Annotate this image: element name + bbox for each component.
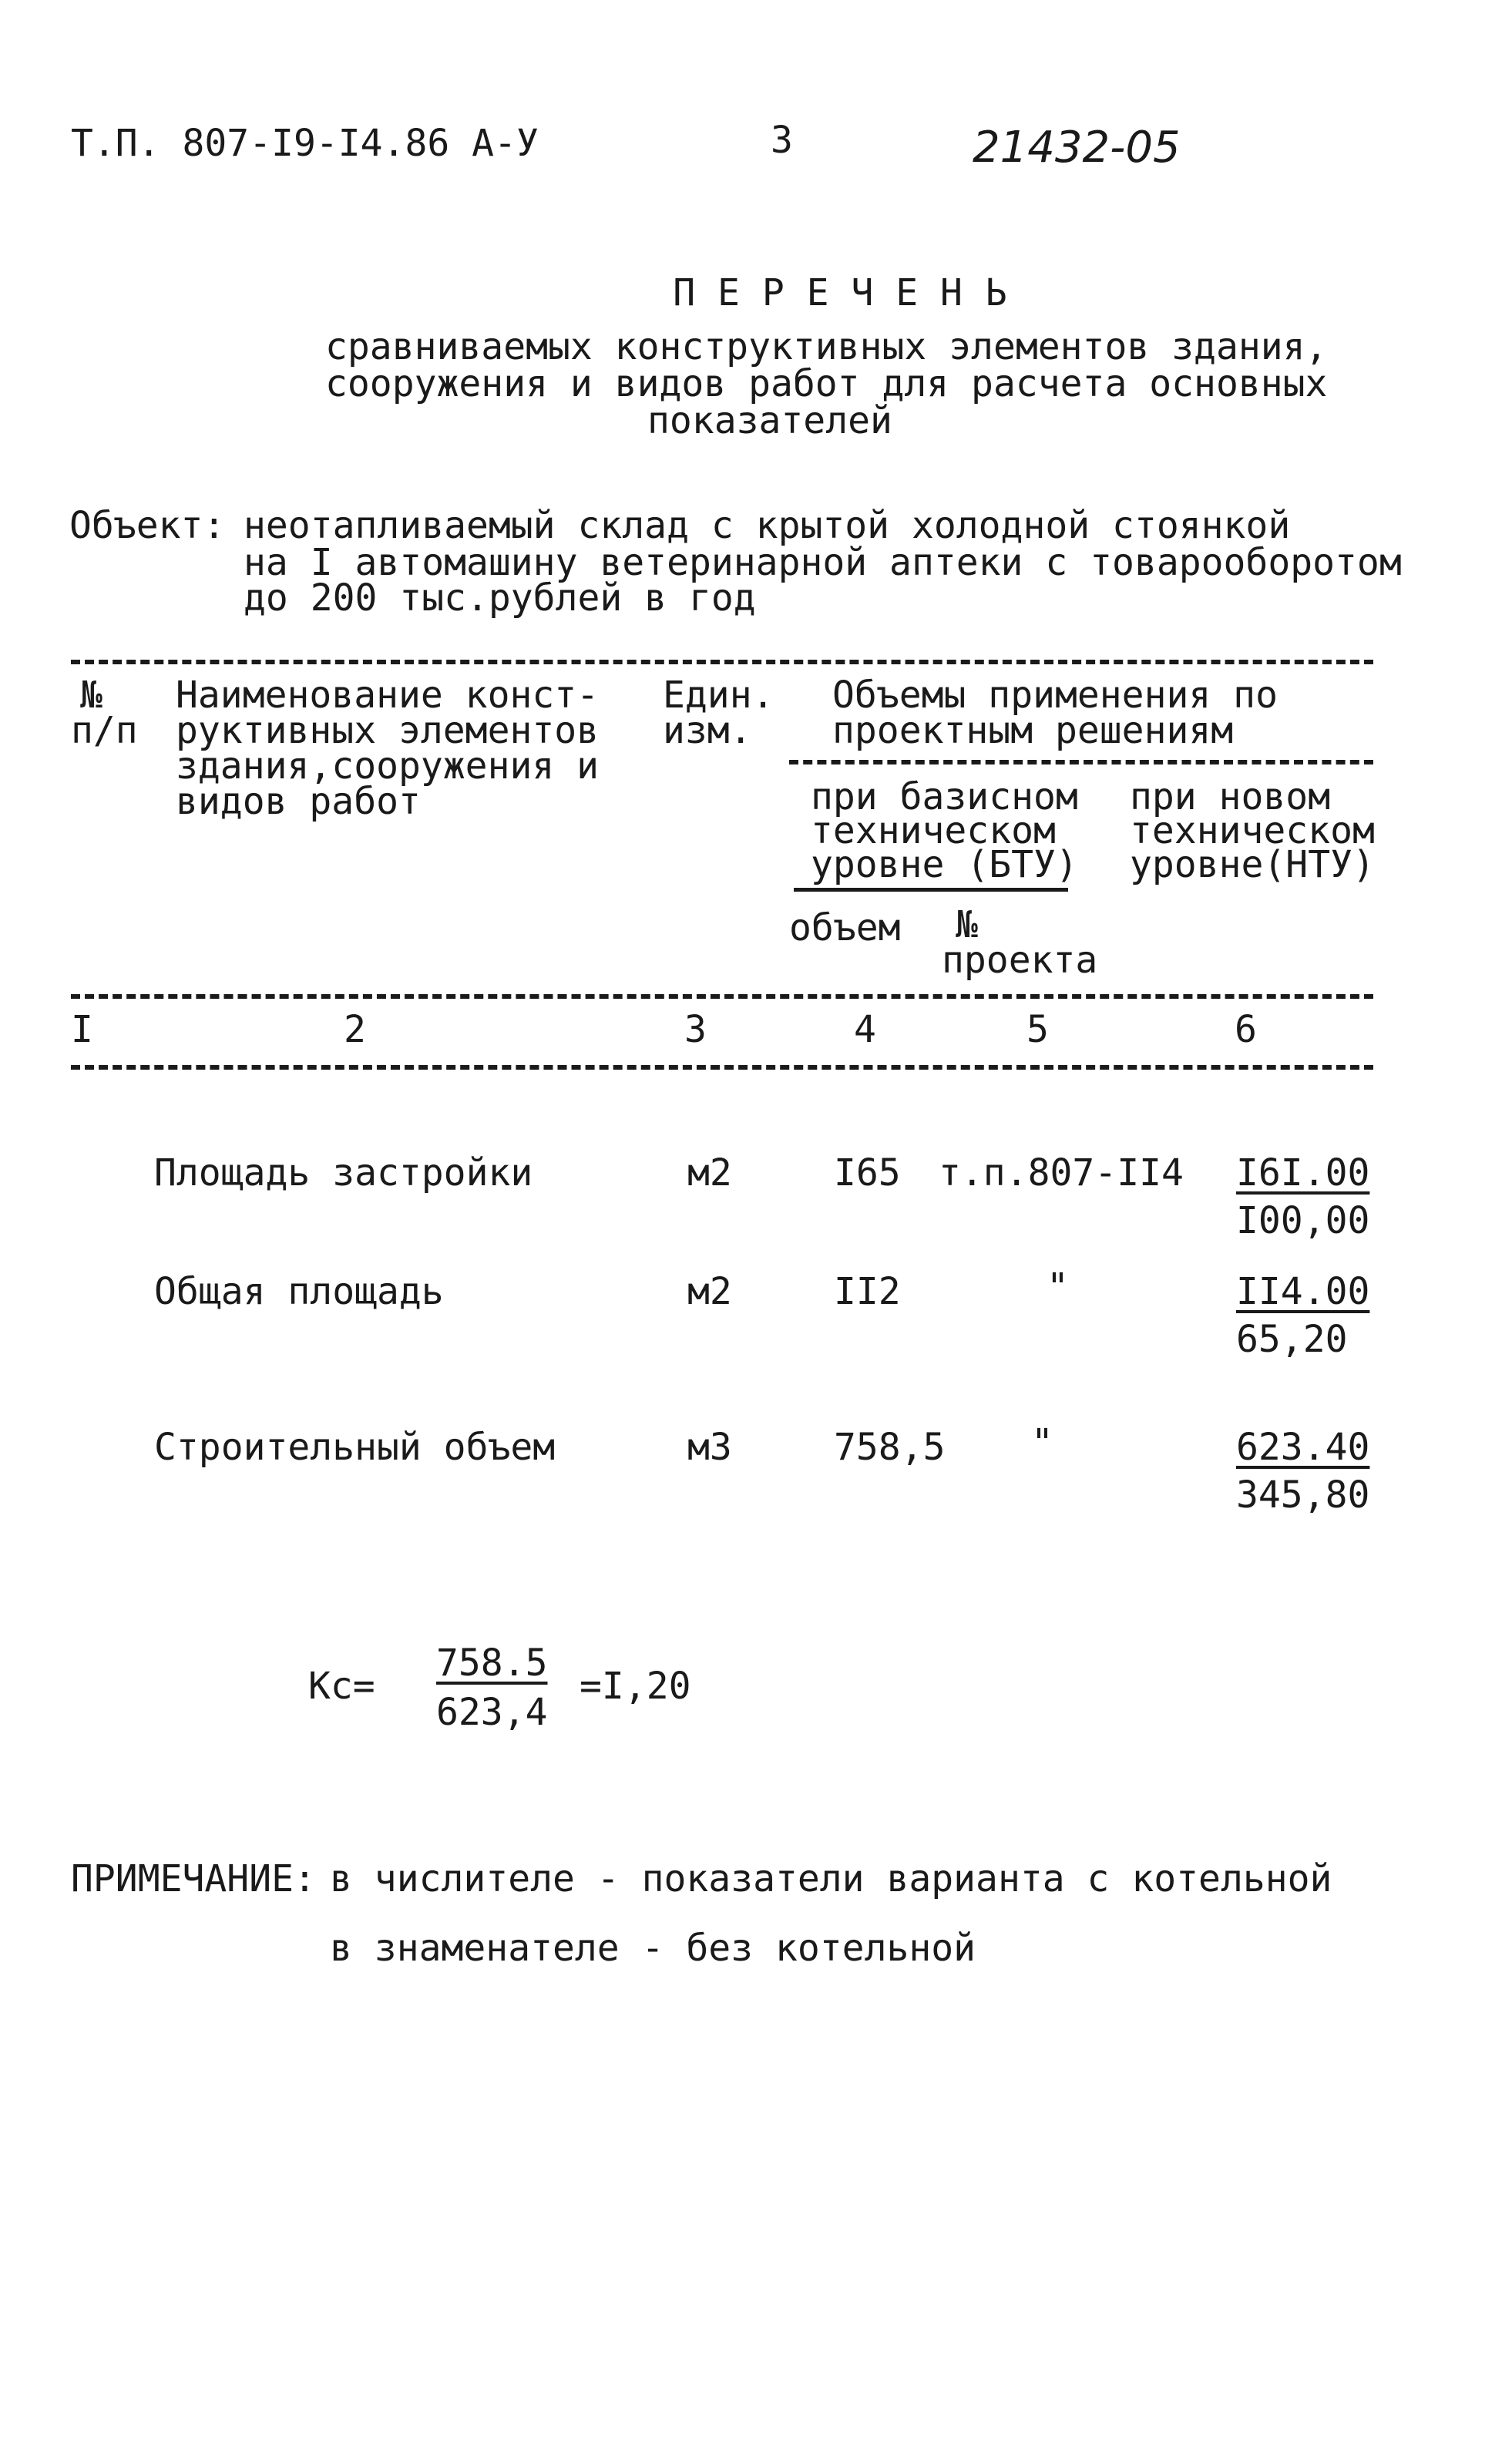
row-3-volume: 758,5 (834, 1426, 946, 1469)
header-btu-3: уровне (БТУ) (811, 843, 1078, 886)
formula-label: Кс= (308, 1665, 375, 1708)
volumes-divider (789, 760, 1373, 764)
row-3-name: Строительный объем (154, 1426, 556, 1469)
row-1-ntu-numerator: I6I.00 (1236, 1151, 1370, 1195)
header-project-1: № (956, 903, 978, 946)
title-line-1: сравниваемых конструктивных элементов здания, (325, 325, 1328, 368)
document-title: П Е Р Е Ч Е Н Ь (673, 271, 1007, 314)
note-line-1: в числителе - показатели варианта с котельной (330, 1857, 1332, 1900)
row-3-project: " (1031, 1421, 1053, 1464)
row-1-volume: I65 (834, 1151, 901, 1195)
column-number-4: 4 (854, 1008, 876, 1051)
column-number-5: 5 (1026, 1008, 1049, 1051)
row-2-ntu-denominator: 65,20 (1236, 1318, 1348, 1361)
note-label: ПРИМЕЧАНИЕ: (71, 1857, 316, 1900)
object-line-3: до 200 тыс.рублей в год (244, 576, 756, 620)
header-name-1: Наименование конст- (176, 674, 600, 717)
column-number-3: 3 (684, 1008, 707, 1051)
header-ntu-3: уровне(НТУ) (1130, 843, 1375, 886)
header-volumes-1: Объемы применения по (832, 674, 1278, 717)
row-1-ntu-denominator: I00,00 (1236, 1199, 1370, 1242)
page-number: 3 (771, 119, 793, 162)
btu-underline (794, 888, 1068, 892)
title-line-2: сооружения и видов работ для расчета основных (325, 362, 1328, 405)
header-unit-1: Един. (663, 674, 774, 717)
row-3-unit: м3 (687, 1426, 732, 1469)
document-code: Т.П. 807-I9-I4.86 А-У (71, 122, 539, 165)
header-bottom-rule (71, 994, 1373, 999)
row-2-volume: II2 (834, 1270, 901, 1313)
formula-numerator: 758.5 (436, 1641, 548, 1685)
header-number-sub: п/п (71, 709, 138, 752)
header-ntu-1: при новом (1130, 775, 1331, 818)
row-2-name: Общая площадь (154, 1270, 444, 1313)
note-line-2: в знаменателе - без котельной (330, 1927, 976, 1970)
row-2-project: " (1047, 1265, 1069, 1309)
header-name-3: здания,сооружения и (176, 744, 600, 788)
row-2-unit: м2 (687, 1270, 732, 1313)
table-top-rule (71, 660, 1373, 664)
header-number: № (80, 674, 102, 717)
row-2-ntu-numerator: II4.00 (1236, 1270, 1370, 1313)
row-1-unit: м2 (687, 1151, 732, 1195)
row-3-ntu-denominator: 345,80 (1236, 1473, 1370, 1517)
header-volumes-2: проектным решениям (832, 709, 1234, 752)
header-unit-2: изм. (663, 709, 752, 752)
column-number-6: 6 (1235, 1008, 1257, 1051)
header-btu-2: техническом (811, 809, 1056, 852)
object-line-2: на I автомашину ветеринарной аптеки с товарооборотом (244, 541, 1402, 584)
header-project-2: проекта (942, 939, 1098, 982)
formula-result: =I,20 (580, 1665, 691, 1708)
column-numbers-rule (71, 1065, 1373, 1070)
column-number-2: 2 (344, 1008, 366, 1051)
title-line-3: показателей (647, 399, 892, 442)
header-name-2: руктивных элементов (176, 709, 600, 752)
row-1-name: Площадь застройки (154, 1151, 533, 1195)
column-number-1: I (71, 1008, 93, 1051)
header-name-4: видов работ (176, 780, 421, 823)
object-line-1: неотапливаемый склад с крытой холодной стоянкой (244, 504, 1291, 547)
object-label: Объект: (69, 504, 226, 547)
header-volume: объем (789, 906, 901, 949)
row-1-project: т.п.807-II4 (939, 1151, 1184, 1195)
formula-denominator: 623,4 (436, 1691, 548, 1734)
header-ntu-2: техническом (1130, 809, 1375, 852)
row-3-ntu-numerator: 623.40 (1236, 1426, 1370, 1469)
header-btu-1: при базисном (811, 775, 1078, 818)
handwritten-number: 21432-05 (973, 123, 1181, 173)
